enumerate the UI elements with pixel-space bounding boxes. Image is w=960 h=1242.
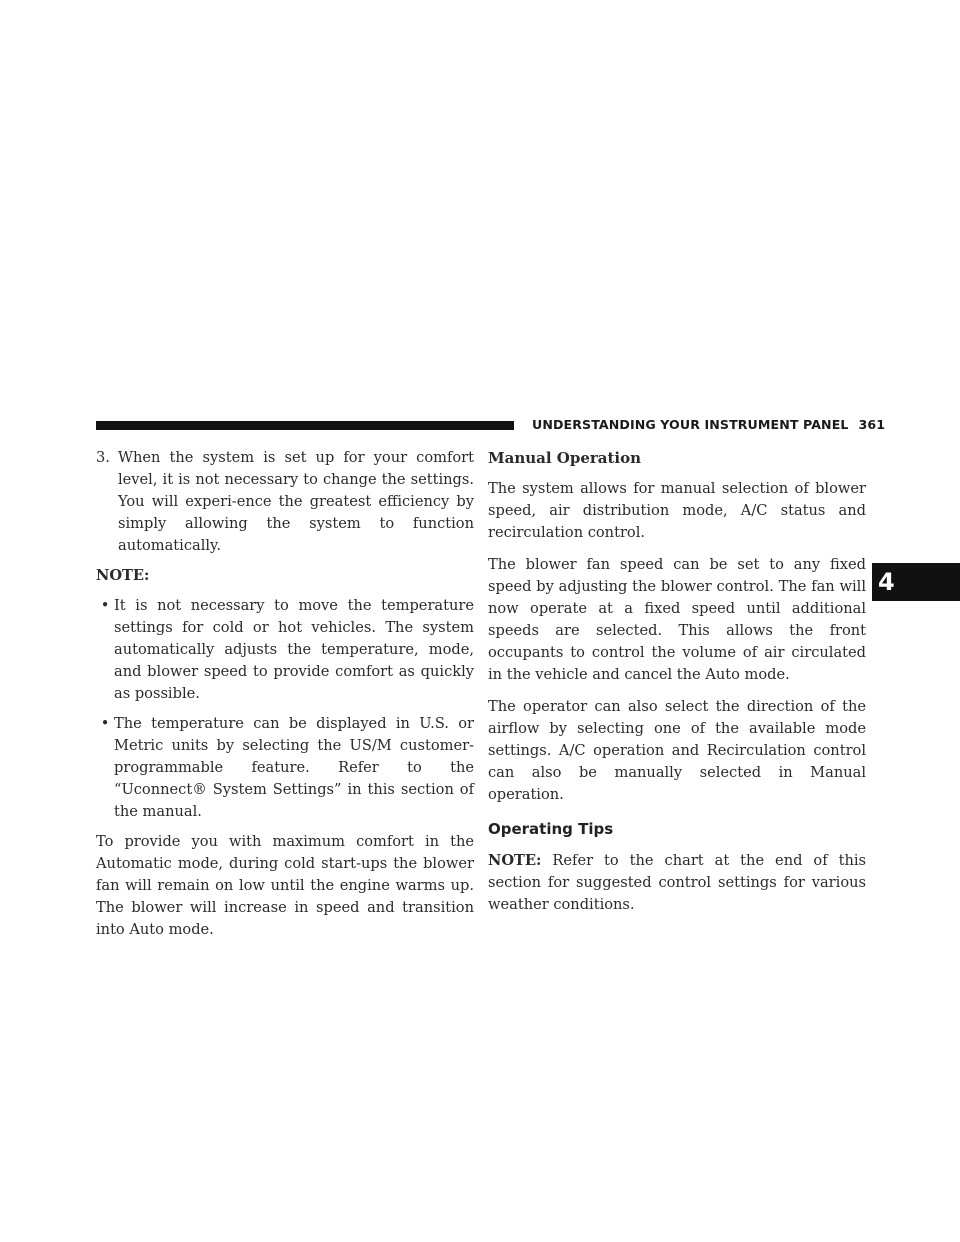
step-number: 3. — [96, 449, 110, 466]
note-text: Refer to the chart at the end of this section for suggested control settings for various weather conditions. — [488, 852, 866, 913]
section-title: UNDERSTANDING YOUR INSTRUMENT PANEL — [532, 417, 849, 432]
bullet-item — [96, 713, 474, 823]
note-label: NOTE: — [488, 852, 542, 869]
step-text: When the system is set up for your comfort level, it is not necessary to change the settings. You will experi-ence the greatest efficiency by simply allowing the system to function automatically. — [118, 449, 474, 554]
bullet-icon: • — [100, 715, 110, 732]
header-rule — [96, 421, 514, 430]
operating-tips-note — [488, 850, 866, 916]
page-number: 361 — [858, 417, 886, 432]
left-column — [96, 447, 474, 941]
right-column — [488, 447, 866, 916]
bullet-item — [96, 595, 474, 705]
step-3 — [96, 447, 474, 557]
manual-operation-heading: Manual Operation — [488, 449, 642, 467]
bullet-text: It is not necessary to move the temperature settings for cold or hot vehicles. The system automatically adjusts the temperature, mode, and blower speed to provide comfort as quickly as possible. — [114, 597, 474, 702]
bullet-text: The temperature can be displayed in U.S. or Metric units by selecting the US/M customer-programmable feature. Refer to the “Uconnect® System Settings” in this section of the manual. — [114, 715, 474, 820]
manual-paragraph: The blower fan speed can be set to any fixed speed by adjusting the blower control. The fan will now operate at a fixed speed until additional speeds are selected. This allows the front occupants to control the volume of air circulated in the vehicle and cancel the Auto mode. — [488, 556, 866, 683]
running-header — [532, 417, 886, 432]
manual-paragraph: The operator can also select the direction of the airflow by selecting one of the available mode settings. A/C operation and Recirculation control can also be manually selected in Manual operation. — [488, 698, 866, 803]
note-heading: NOTE: — [96, 567, 150, 584]
auto-mode-paragraph: To provide you with maximum comfort in the Automatic mode, during cold start-ups the blower fan will remain on low until the engine warms up. The blower will increase in speed and transition into Auto mode. — [96, 833, 474, 938]
bullet-icon: • — [100, 597, 110, 614]
chapter-tab: 4 — [872, 563, 960, 601]
manual-paragraph: The system allows for manual selection of blower speed, air distribution mode, A/C status and recirculation control. — [488, 480, 866, 541]
operating-tips-heading: Operating Tips — [488, 820, 614, 838]
